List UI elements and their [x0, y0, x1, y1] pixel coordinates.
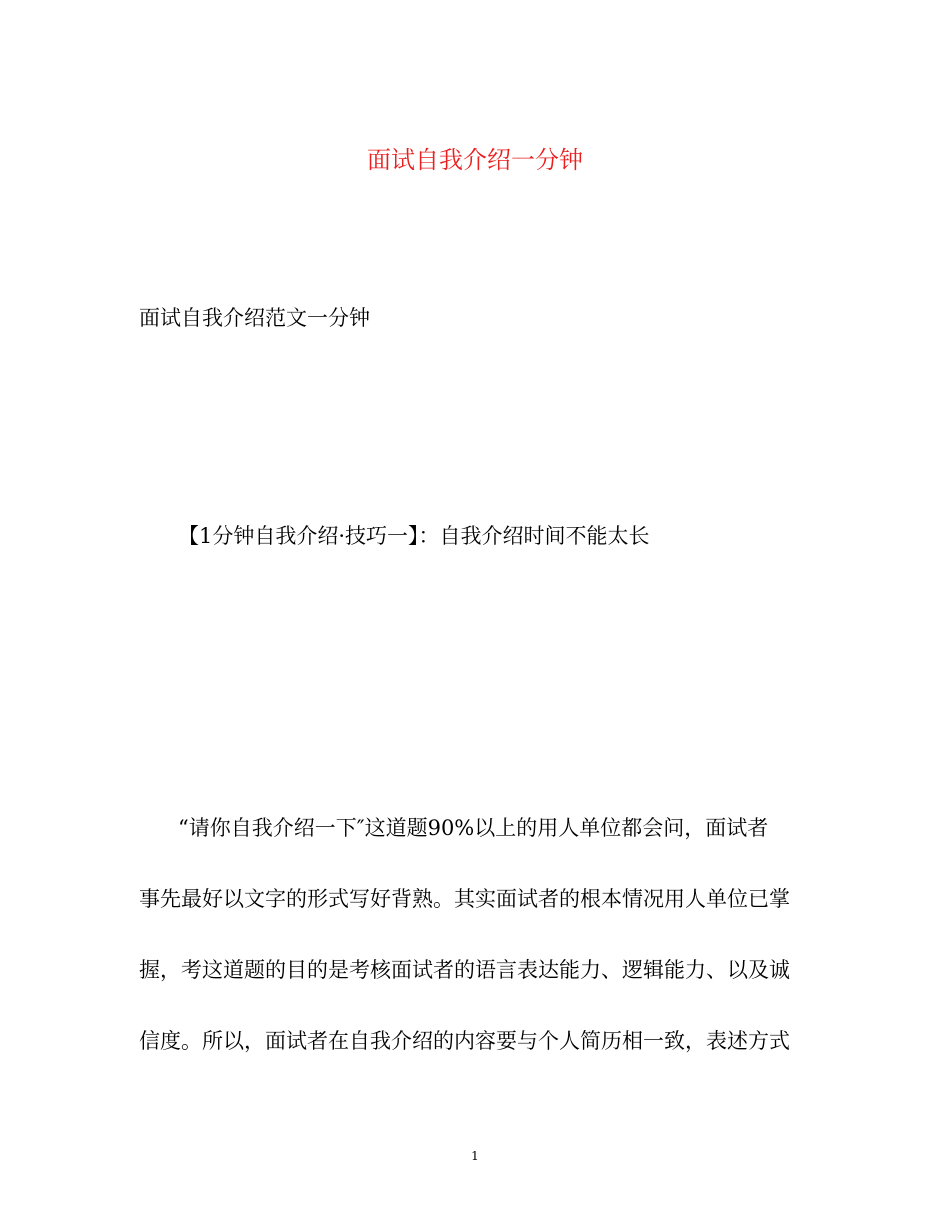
- subtitle: 面试自我介绍范文一分钟: [139, 306, 370, 330]
- page-number: 1: [471, 1149, 479, 1163]
- body-line-2: 事先最好以文字的形式写好背熟。其实面试者的根本情况用人单位已掌: [139, 887, 790, 911]
- page-title: 面试自我介绍一分钟: [367, 146, 583, 174]
- tip-heading: 【1分钟自我介绍·技巧一】：自我介绍时间不能太长: [178, 524, 650, 548]
- body-line-3: 握，考这道题的目的是考核面试者的语言表达能力、逻辑能力、以及诚: [139, 958, 790, 982]
- body-line-4: 信度。所以，面试者在自我介绍的内容要与个人简历相一致，表述方式: [139, 1029, 790, 1053]
- body-line-1: “请你自我介绍一下″这道题90%以上的用人单位都会问，面试者: [178, 816, 769, 840]
